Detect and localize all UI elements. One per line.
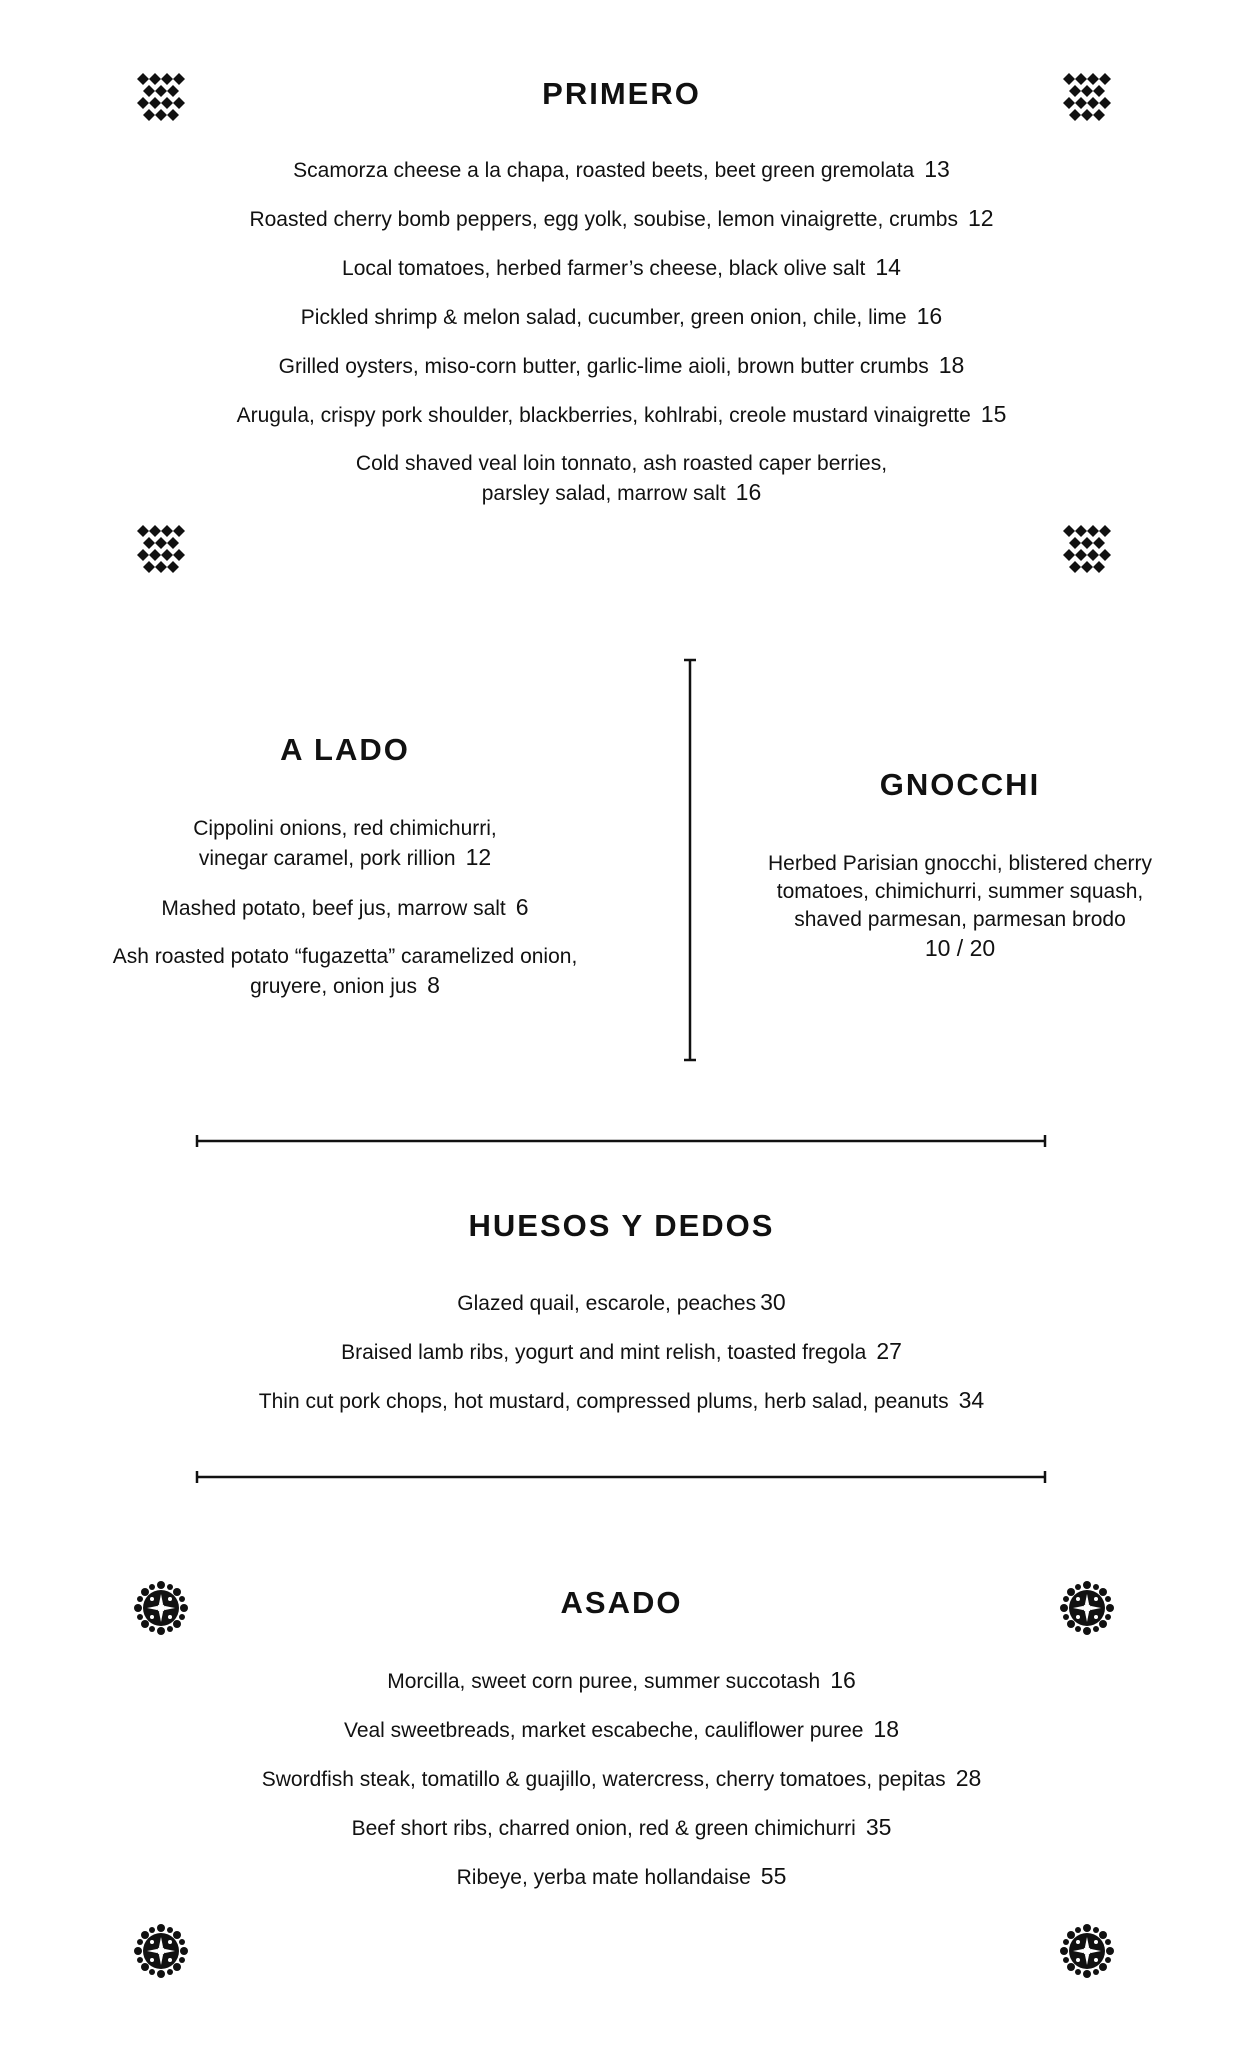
item-text-line: gruyere, onion jus (250, 975, 418, 998)
menu-item (0, 156, 1243, 205)
menu-item (0, 1387, 1243, 1436)
menu-item (0, 1863, 1243, 1912)
menu-item (0, 1289, 1243, 1338)
diamond-grid-icon (1060, 522, 1114, 576)
item-text-line: Cold shaved veal loin tonnato, ash roasted caper berries, (355, 452, 888, 475)
primero-list (0, 156, 1243, 510)
item-text-line: Mashed potato, beef jus, marrow salt (161, 897, 506, 920)
item-price: 15 (980, 401, 1007, 427)
item-text: Swordfish steak, tomatillo & guajillo, watercress, cherry tomatoes, pepitas (261, 1768, 946, 1791)
item-text: Beef short ribs, charred onion, red & green chimichurri (351, 1817, 856, 1840)
a-lado-list (90, 815, 600, 1021)
flower-medallion-icon (134, 1924, 188, 1978)
item-text: Morcilla, sweet corn puree, summer succotash (387, 1670, 821, 1693)
item-price: 16 (916, 303, 943, 329)
description-line: shaved parmesan, parmesan brodo (794, 908, 1126, 931)
item-price: 30 (760, 1289, 786, 1315)
item-text-line: vinegar caramel, pork rillion (198, 847, 456, 870)
asado-heading: ASADO (560, 1585, 683, 1620)
item-text-line: Ash roasted potato “fugazetta” caramelized onion, (112, 945, 578, 968)
menu-item (0, 205, 1243, 254)
item-price: 16 (830, 1667, 856, 1693)
item-text: Veal sweetbreads, market escabeche, cauliflower puree (343, 1719, 864, 1742)
menu-item (0, 401, 1243, 450)
item-price: 34 (958, 1387, 985, 1413)
item-text: Local tomatoes, herbed farmer’s cheese, black olive salt (342, 257, 866, 280)
menu-item (0, 450, 1243, 510)
item-price: 13 (924, 156, 950, 182)
gnocchi-heading: GNOCCHI (879, 767, 1041, 802)
horizontal-divider (195, 1131, 1047, 1151)
item-text-line: Cippolini onions, red chimichurri, (193, 817, 497, 840)
menu-item (0, 352, 1243, 401)
item-price: 12 (465, 844, 492, 870)
a-lado-heading: A LADO (280, 732, 410, 767)
item-price: 55 (760, 1863, 787, 1889)
gnocchi-description (740, 850, 1180, 962)
item-text: Braised lamb ribs, yogurt and mint relish, toasted fregola (341, 1341, 867, 1364)
item-text: Scamorza cheese a la chapa, roasted beets, beet green gremolata (293, 159, 915, 182)
item-text-line: parsley salad, marrow salt (481, 482, 726, 505)
primero-heading: PRIMERO (542, 76, 701, 111)
item-price: 14 (875, 254, 901, 280)
item-text: Thin cut pork chops, hot mustard, compressed plums, herb salad, peanuts (258, 1390, 949, 1413)
menu-item (90, 893, 600, 923)
menu-item (0, 1667, 1243, 1716)
item-text: Ribeye, yerba mate hollandaise (456, 1866, 751, 1889)
menu-item (90, 815, 600, 873)
menu-item (0, 303, 1243, 352)
description-line: tomatoes, chimichurri, summer squash, (776, 880, 1144, 903)
menu-item (90, 943, 600, 1001)
item-price: 12 (967, 205, 994, 231)
vertical-divider (680, 658, 700, 1062)
item-price: 6 (515, 894, 529, 920)
item-text: Arugula, crispy pork shoulder, blackberries, kohlrabi, creole mustard vinaigrette (236, 404, 971, 427)
menu-item (0, 1814, 1243, 1863)
diamond-grid-icon (134, 522, 188, 576)
huesos-y-dedos-list (0, 1289, 1243, 1436)
description-line: Herbed Parisian gnocchi, blistered cherry (767, 852, 1153, 875)
item-price: 28 (955, 1765, 982, 1791)
menu-item (0, 1338, 1243, 1387)
menu-item (0, 1765, 1243, 1814)
item-text: Grilled oysters, miso-corn butter, garlic-lime aioli, brown butter crumbs (278, 355, 929, 378)
item-price: 8 (427, 972, 440, 998)
item-price: 18 (938, 352, 965, 378)
item-price: 18 (873, 1716, 900, 1742)
item-price: 16 (735, 479, 762, 505)
item-price: 35 (865, 1814, 892, 1840)
item-price: 27 (876, 1338, 902, 1364)
huesos-y-dedos-heading: HUESOS Y DEDOS (468, 1208, 775, 1243)
menu-item (0, 254, 1243, 303)
horizontal-divider (195, 1467, 1047, 1487)
item-text: Pickled shrimp & melon salad, cucumber, green onion, chile, lime (300, 306, 907, 329)
menu-item (0, 1716, 1243, 1765)
item-text: Roasted cherry bomb peppers, egg yolk, soubise, lemon vinaigrette, crumbs (249, 208, 958, 231)
item-price: 10 / 20 (924, 935, 996, 961)
asado-list (0, 1667, 1243, 1912)
item-text: Glazed quail, escarole, peaches (457, 1292, 757, 1315)
flower-medallion-icon (1060, 1924, 1114, 1978)
